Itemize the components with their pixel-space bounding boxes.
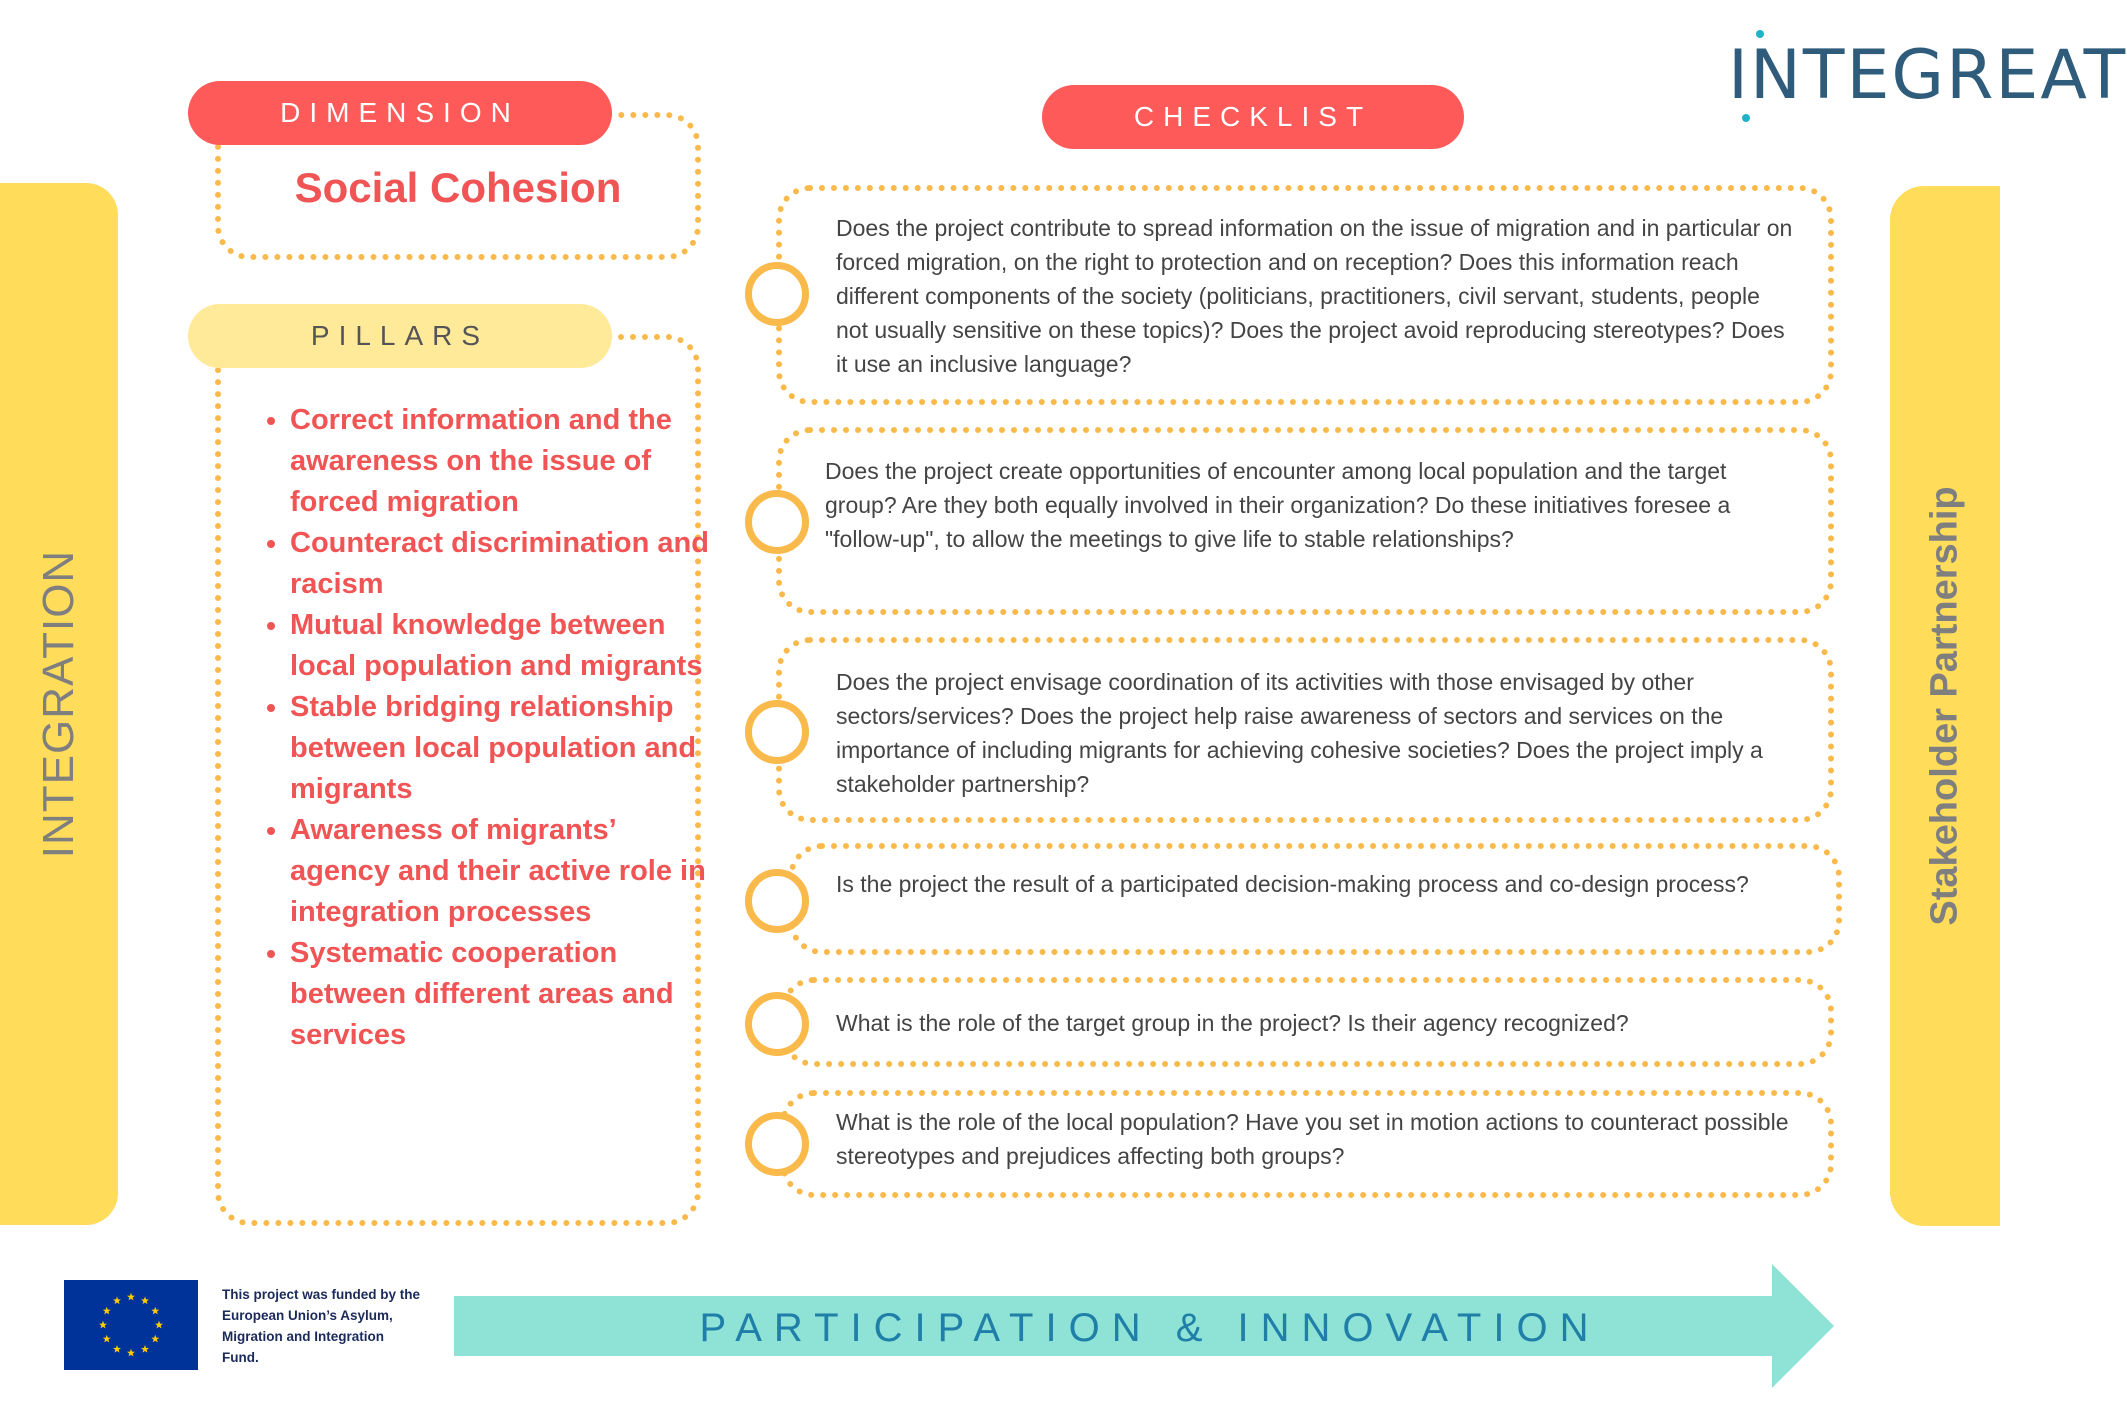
pillars-header: PILLARS xyxy=(188,304,612,368)
stakeholder-partnership-label: Stakeholder Partnership xyxy=(1923,486,1966,926)
checklist-question: Is the project the result of a participated decision-making process and co-design process? xyxy=(836,871,1749,897)
checklist-question: What is the role of the local population? Have you set in motion actions to counteract possible stereotypes and prejudices affecting both groups? xyxy=(836,1109,1789,1169)
pillar-item: • Counteract discrimination and racism xyxy=(290,523,710,605)
checklist-question: Does the project contribute to spread information on the issue of migration and in particular on forced migration, on the right to protection and on reception? Does this information reach different components of the society (politicians, practitioners, civil servant, students, people not usually sensitive on these topics)? Does the project avoid reproducing stereotypes? Does it use an inclusive language? xyxy=(836,215,1793,377)
pillar-item: • Systematic cooperation between different areas and services xyxy=(290,933,710,1056)
pillar-item: • Awareness of migrants’ agency and their active role in integration processes xyxy=(290,810,710,933)
logo-wordmark: INTEGREAT xyxy=(1728,36,2127,115)
integration-bar xyxy=(0,183,118,1225)
pillar-item: • Mutual knowledge between local population and migrants xyxy=(290,605,710,687)
checklist-circle-icon xyxy=(745,262,809,326)
pillars-list xyxy=(258,400,710,1056)
checklist-header: CHECKLIST xyxy=(1042,85,1464,149)
checklist-question: What is the role of the target group in the project? Is their agency recognized? xyxy=(836,1010,1629,1036)
pillar-item: • Stable bridging relationship between local population and migrants xyxy=(290,687,710,810)
checklist-question: Does the project envisage coordination of its activities with those envisaged by other sectors/services? Does the project help raise awareness of sectors and services on the importance of including migrants for achieving cohesive societies? Does the project imply a stakeholder partnership? xyxy=(836,669,1763,797)
dimension-value: Social Cohesion xyxy=(294,164,622,211)
stakeholder-partnership-bar xyxy=(1890,186,2000,1226)
checklist-question: Does the project create opportunities of encounter among local population and the target group? Are they both equally involved in their organization? Do these initiatives foresee a "follow-up", to allow the meetings to give life to stable relationships? xyxy=(825,458,1731,552)
pillar-item: • Correct information and the awareness on the issue of forced migration xyxy=(290,400,710,523)
integration-label: INTEGRATION xyxy=(34,549,83,859)
checklist-circle-icon xyxy=(745,992,809,1056)
checklist-circle-icon xyxy=(745,700,809,764)
dimension-header: DIMENSION xyxy=(188,81,612,145)
checklist-circle-icon xyxy=(745,869,809,933)
checklist-circle-icon xyxy=(745,490,809,554)
checklist-circle-icon xyxy=(745,1112,809,1176)
eu-flag-icon xyxy=(64,1280,198,1370)
participation-innovation-label: PARTICIPATION & INNOVATION xyxy=(699,1306,1601,1350)
funding-statement: This project was funded by the European Union’s Asylum, Migration and Integration Fund. xyxy=(222,1287,421,1365)
